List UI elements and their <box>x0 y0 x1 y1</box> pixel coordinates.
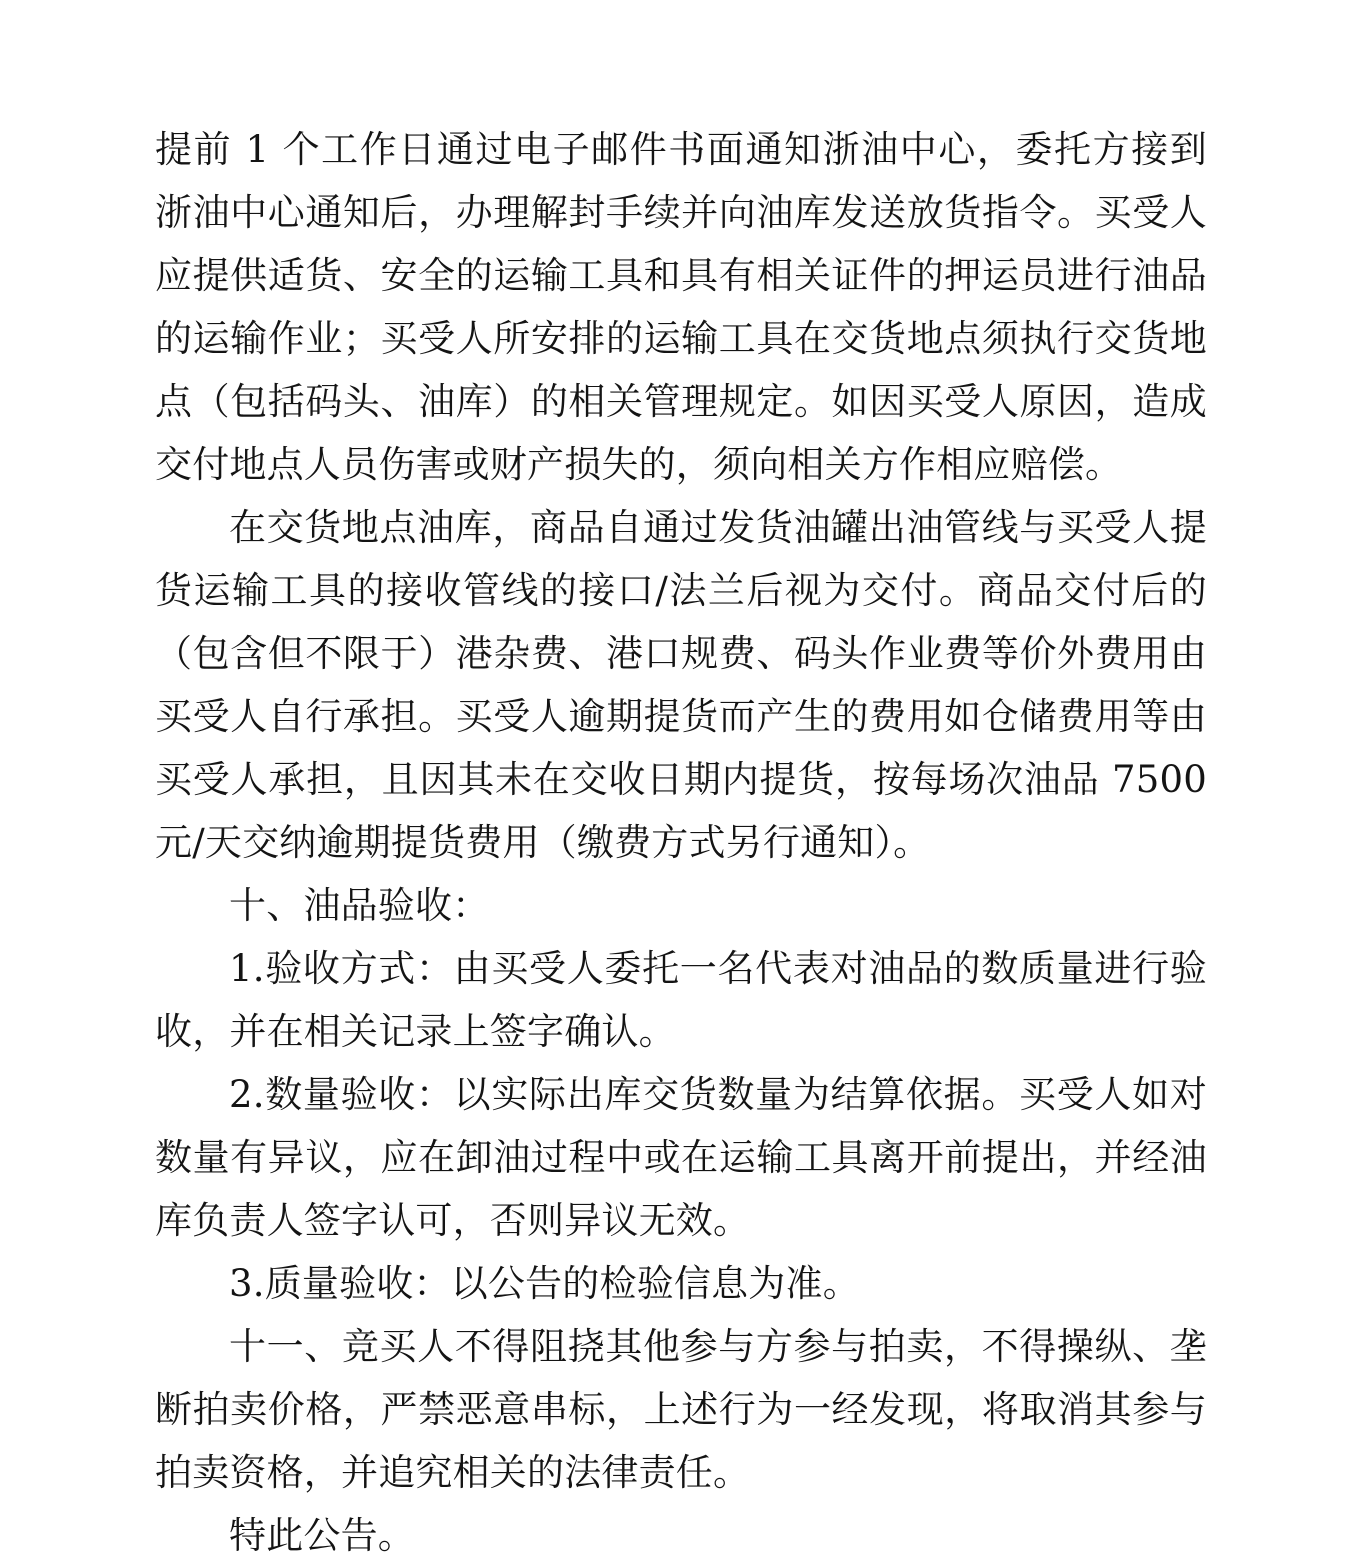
section-paragraph-eleven: 十一、竞买人不得阻挠其他参与方参与拍卖，不得操纵、垄断拍卖价格，严禁恶意串标，上述行为一经发现，将取消其参与拍卖资格，并追究相关的法律责任。 <box>155 1325 1207 1494</box>
section-heading-ten: 十、油品验收： <box>229 884 490 927</box>
paragraph-delivery-point: 在交货地点油库，商品自通过发货油罐出油管线与买受人提货运输工具的接收管线的接口/法兰后视为交付。商品交付后的（包含但不限于）港杂费、港口规费、码头作业费等价外费用由买受人自行承担。买受人逾期提货而产生的费用如仓储费用等由买受人承担，且因其未在交收日期内提货，按每场次油品 7500 元/天交纳逾期提货费用（缴费方式另行通知）。 <box>155 506 1207 864</box>
list-item-quality-acceptance: 3.质量验收：以公告的检验信息为准。 <box>229 1262 860 1305</box>
list-item-acceptance-method: 1.验收方式：由买受人委托一名代表对油品的数质量进行验收，并在相关记录上签字确认。 <box>155 947 1207 1053</box>
paragraph-delivery-notice: 提前 1 个工作日通过电子邮件书面通知浙油中心，委托方接到浙油中心通知后，办理解封手续并向油库发送放货指令。买受人应提供适货、安全的运输工具和具有相关证件的押运员进行油品的运输作业；买受人所安排的运输工具在交货地点须执行交货地点（包括码头、油库）的相关管理规定。如因买受人原因，造成交付地点人员伤害或财产损失的，须向相关方作相应赔偿。 <box>155 128 1207 486</box>
list-item-quantity-acceptance: 2.数量验收：以实际出库交货数量为结算依据。买受人如对数量有异议，应在卸油过程中或在运输工具离开前提出，并经油库负责人签字认可，否则异议无效。 <box>155 1073 1207 1242</box>
document-text-body <box>155 118 1207 1567</box>
paragraph-closing-announcement: 特此公告。 <box>229 1514 415 1557</box>
